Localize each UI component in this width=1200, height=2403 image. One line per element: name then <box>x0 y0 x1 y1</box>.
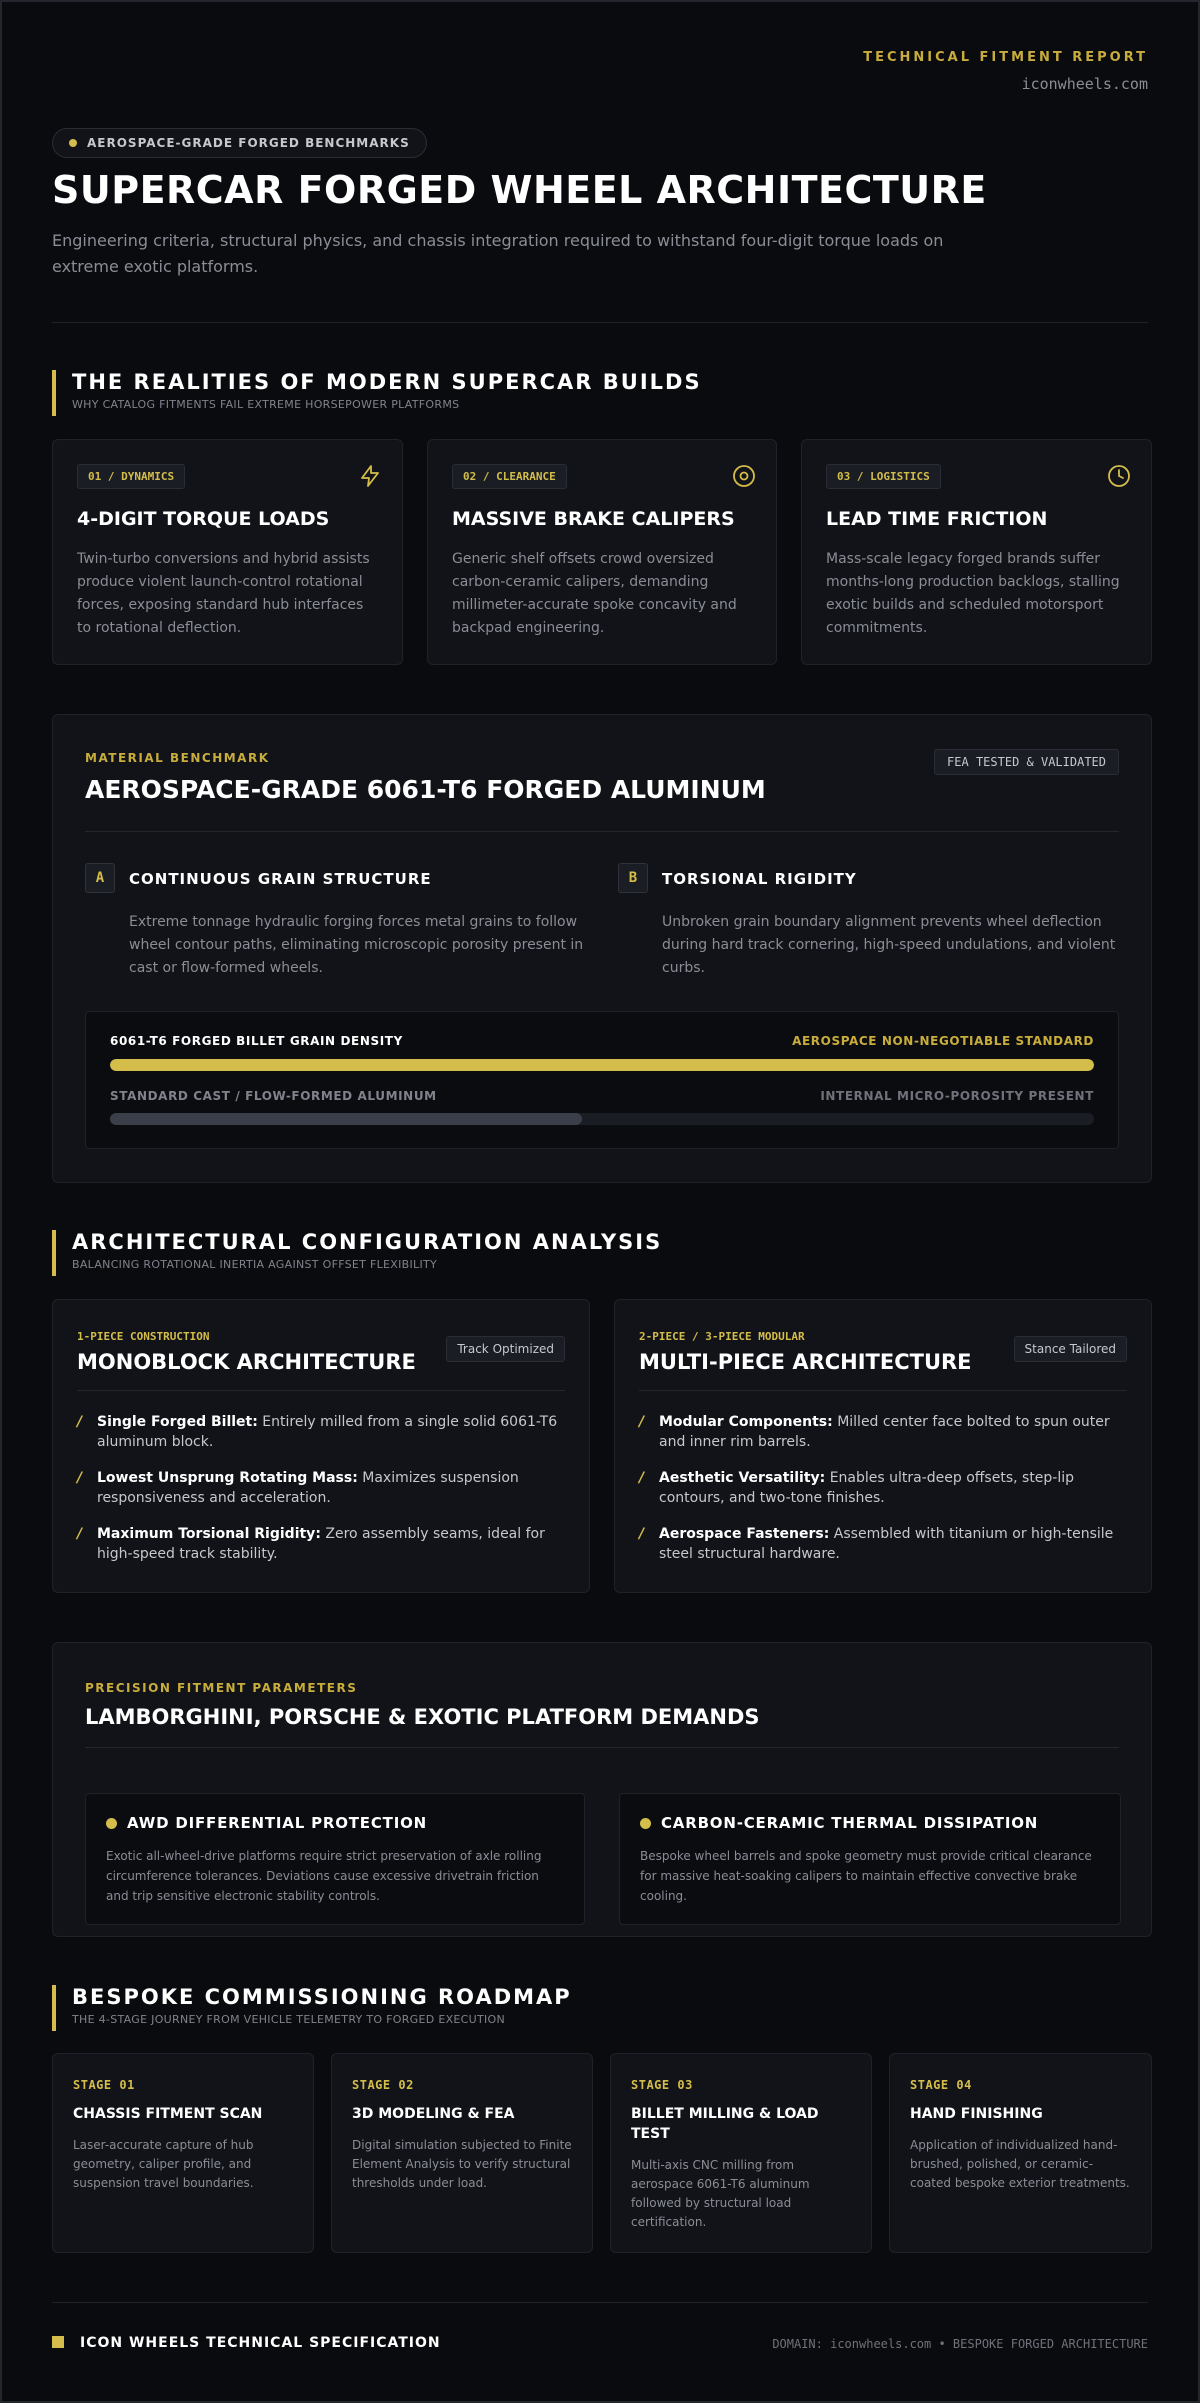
stage-body: Multi-axis CNC milling from aerospace 6061-T6 aluminum followed by structural load certification. <box>631 2158 810 2229</box>
benchmark-pill <box>52 128 427 158</box>
page-subtitle: Engineering criteria, structural physics, and chassis integration required to withstand four-digit torque loads on extreme exotic platforms. <box>52 231 944 276</box>
pill-label: AEROSPACE-GRADE FORGED BENCHMARKS <box>87 136 410 150</box>
stage-number: STAGE 04 <box>910 2078 972 2092</box>
stage-body: Application of individualized hand-brushed, polished, or ceramic-coated bespoke exterior treatments. <box>910 2138 1130 2190</box>
reality-card-dynamics <box>52 439 403 665</box>
stage-body: Laser-accurate capture of hub geometry, caliper profile, and suspension travel boundaries. <box>73 2138 254 2190</box>
cast-density-fill <box>110 1113 582 1125</box>
arch-badge: Stance Tailored <box>1014 1336 1127 1362</box>
target-icon <box>732 464 756 488</box>
precision-item-title-text: CARBON-CERAMIC THERMAL DISSIPATION <box>661 1814 1039 1832</box>
stage-number: STAGE 03 <box>631 2078 693 2092</box>
item-text: Enables ultra-deep offsets, step-lip contours, and two-tone finishes. <box>659 1470 1075 1506</box>
footer-title: ICON WHEELS TECHNICAL SPECIFICATION <box>80 2335 441 2351</box>
reality-body: Twin-turbo conversions and hybrid assists produce violent launch-control rotational forces, exposing standard hub interfaces to rotational deflection. <box>77 551 370 636</box>
item-bold: Maximum Torsional Rigidity: <box>97 1526 321 1542</box>
reality-card-logistics <box>801 439 1152 665</box>
architecture-subtitle: BALANCING ROTATIONAL INERTIA AGAINST OFFSET FLEXIBILITY <box>72 1258 438 1271</box>
item-bold: Aesthetic Versatility: <box>659 1470 826 1486</box>
feature-title: CONTINUOUS GRAIN STRUCTURE <box>129 870 432 888</box>
material-title: AEROSPACE-GRADE 6061-T6 FORGED ALUMINUM <box>85 775 766 804</box>
arch-divider <box>639 1390 1127 1391</box>
item-bold: Modular Components: <box>659 1414 833 1430</box>
grain-density-comparison <box>85 1011 1119 1149</box>
precision-item-body: Bespoke wheel barrels and spoke geometry must provide critical clearance for massive heat-soaking calipers to maintain effective convective brake cooling. <box>640 1849 1092 1903</box>
material-label: MATERIAL BENCHMARK <box>85 751 270 765</box>
stage-title: 3D MODELING & FEA <box>352 2106 515 2122</box>
footer-square-icon <box>52 2336 64 2348</box>
roadmap-stage-4 <box>889 2053 1152 2253</box>
item-text: Assembled with titanium or high-tensile steel structural hardware. <box>659 1526 1114 1562</box>
arch-kicker: 1-PIECE CONSTRUCTION <box>77 1330 210 1343</box>
feature-letter-a: A <box>85 863 115 893</box>
roadmap-stage-3 <box>610 2053 872 2253</box>
precision-item-title <box>640 1814 1038 1832</box>
roadmap-section-header <box>52 1985 572 2031</box>
thermal-dissipation-panel <box>619 1793 1121 1925</box>
roadmap-subtitle: THE 4-STAGE JOURNEY FROM VEHICLE TELEMETRY TO FORGED EXECUTION <box>72 2013 506 2026</box>
precision-item-title <box>106 1814 427 1832</box>
gold-dot-icon <box>640 1818 651 1829</box>
stage-number: STAGE 02 <box>352 2078 414 2092</box>
stage-title: HAND FINISHING <box>910 2106 1043 2122</box>
slash-bullet-icon: / <box>77 1470 83 1486</box>
list-item <box>77 1468 565 1508</box>
reality-title: MASSIVE BRAKE CALIPERS <box>452 508 735 530</box>
realities-section-header <box>52 370 702 416</box>
multipiece-card <box>614 1299 1152 1593</box>
gold-dot-icon <box>106 1818 117 1829</box>
page-title: SUPERCAR FORGED WHEEL ARCHITECTURE <box>52 168 987 212</box>
footer-domain[interactable]: DOMAIN: iconwheels.com • BESPOKE FORGED ARCHITECTURE <box>772 2337 1148 2351</box>
arch-feature-list <box>77 1412 565 1580</box>
arch-title: MULTI-PIECE ARCHITECTURE <box>639 1350 972 1374</box>
precision-item-title-text: AWD DIFFERENTIAL PROTECTION <box>127 1814 427 1832</box>
reality-title: LEAD TIME FRICTION <box>826 508 1048 530</box>
pill-dot-icon <box>69 139 77 147</box>
arch-badge: Track Optimized <box>446 1336 565 1362</box>
lightning-icon <box>358 464 382 488</box>
slash-bullet-icon: / <box>639 1470 645 1486</box>
precision-title: LAMBORGHINI, PORSCHE & EXOTIC PLATFORM DEMANDS <box>85 1705 760 1729</box>
item-bold: Single Forged Billet: <box>97 1414 258 1430</box>
material-benchmark-card <box>52 714 1152 1183</box>
slash-bullet-icon: / <box>77 1414 83 1430</box>
arch-kicker: 2-PIECE / 3-PIECE MODULAR <box>639 1330 805 1343</box>
reality-tag: 03 / LOGISTICS <box>826 464 941 489</box>
stage-title: CHASSIS FITMENT SCAN <box>73 2106 263 2122</box>
list-item <box>639 1524 1127 1564</box>
roadmap-stage-1 <box>52 2053 314 2253</box>
item-text: Zero assembly seams, ideal for high-speed track stability. <box>97 1526 545 1562</box>
item-text: Milled center face bolted to spun outer and inner rim barrels. <box>659 1414 1110 1450</box>
architecture-section-header <box>52 1230 662 1276</box>
feature-body: Unbroken grain boundary alignment prevents wheel deflection during hard track cornering, high-speed undulations, and violent curbs. <box>662 914 1116 976</box>
slash-bullet-icon: / <box>639 1414 645 1430</box>
item-text: Maximizes suspension responsiveness and acceleration. <box>97 1470 519 1506</box>
roadmap-stage-2 <box>331 2053 593 2253</box>
bar-label: STANDARD CAST / FLOW-FORMED ALUMINUM <box>110 1089 437 1103</box>
reality-tag: 02 / CLEARANCE <box>452 464 567 489</box>
stage-number: STAGE 01 <box>73 2078 135 2092</box>
stage-body: Digital simulation subjected to Finite Element Analysis to verify structural thresholds under load. <box>352 2138 572 2190</box>
monoblock-card <box>52 1299 590 1593</box>
report-header <box>863 50 1148 93</box>
bar-right-label: INTERNAL MICRO-POROSITY PRESENT <box>820 1089 1094 1103</box>
bar-label: 6061-T6 FORGED BILLET GRAIN DENSITY <box>110 1034 403 1048</box>
reality-card-clearance <box>427 439 777 665</box>
item-bold: Aerospace Fasteners: <box>659 1526 830 1542</box>
feature-letter-b: B <box>618 863 648 893</box>
cast-density-bar <box>110 1113 1094 1125</box>
realities-title: THE REALITIES OF MODERN SUPERCAR BUILDS <box>72 370 702 394</box>
clock-icon <box>1107 464 1131 488</box>
stage-title: BILLET MILLING & LOAD TEST <box>631 2106 819 2142</box>
fea-badge: FEA TESTED & VALIDATED <box>934 749 1119 775</box>
reality-title: 4-DIGIT TORQUE LOADS <box>77 508 330 530</box>
precision-divider <box>85 1747 1119 1748</box>
forged-density-fill <box>110 1059 1094 1071</box>
forged-density-bar <box>110 1059 1094 1071</box>
slash-bullet-icon: / <box>77 1526 83 1542</box>
arch-title: MONOBLOCK ARCHITECTURE <box>77 1350 416 1374</box>
precision-label: PRECISION FITMENT PARAMETERS <box>85 1681 358 1695</box>
roadmap-title: BESPOKE COMMISSIONING ROADMAP <box>72 1985 572 2009</box>
list-item <box>639 1468 1127 1508</box>
material-divider <box>85 831 1119 832</box>
item-bold: Lowest Unsprung Rotating Mass: <box>97 1470 358 1486</box>
reality-body: Mass-scale legacy forged brands suffer months-long production backlogs, stalling exotic builds and scheduled motorsport commitments. <box>826 551 1120 636</box>
awd-protection-panel <box>85 1793 585 1925</box>
arch-divider <box>77 1390 565 1391</box>
precision-fitment-card <box>52 1642 1152 1937</box>
bar-right-label: AEROSPACE NON-NEGOTIABLE STANDARD <box>792 1034 1094 1048</box>
slash-bullet-icon: / <box>639 1526 645 1542</box>
precision-item-body: Exotic all-wheel-drive platforms require strict preservation of axle rolling circumference tolerances. Deviations cause excessive drivetrain friction and trip sensitive electronic stability controls. <box>106 1849 542 1903</box>
report-domain[interactable]: iconwheels.com <box>1021 75 1148 93</box>
reality-body: Generic shelf offsets crowd oversized carbon-ceramic calipers, demanding millimeter-accurate spoke concavity and backpad engineering. <box>452 551 737 636</box>
list-item <box>639 1412 1127 1452</box>
feature-body: Extreme tonnage hydraulic forging forces metal grains to follow wheel contour paths, eliminating microscopic porosity present in cast or flow-formed wheels. <box>129 914 584 976</box>
realities-subtitle: WHY CATALOG FITMENTS FAIL EXTREME HORSEPOWER PLATFORMS <box>72 398 460 411</box>
list-item <box>77 1524 565 1564</box>
arch-feature-list <box>639 1412 1127 1580</box>
architecture-title: ARCHITECTURAL CONFIGURATION ANALYSIS <box>72 1230 663 1254</box>
reality-tag: 01 / DYNAMICS <box>77 464 185 489</box>
report-label: TECHNICAL FITMENT REPORT <box>863 50 1148 65</box>
footer-divider <box>52 2302 1148 2303</box>
hero-divider <box>52 322 1148 323</box>
list-item <box>77 1412 565 1452</box>
item-text: Entirely milled from a single solid 6061-T6 aluminum block. <box>97 1414 558 1450</box>
feature-title: TORSIONAL RIGIDITY <box>662 870 857 888</box>
